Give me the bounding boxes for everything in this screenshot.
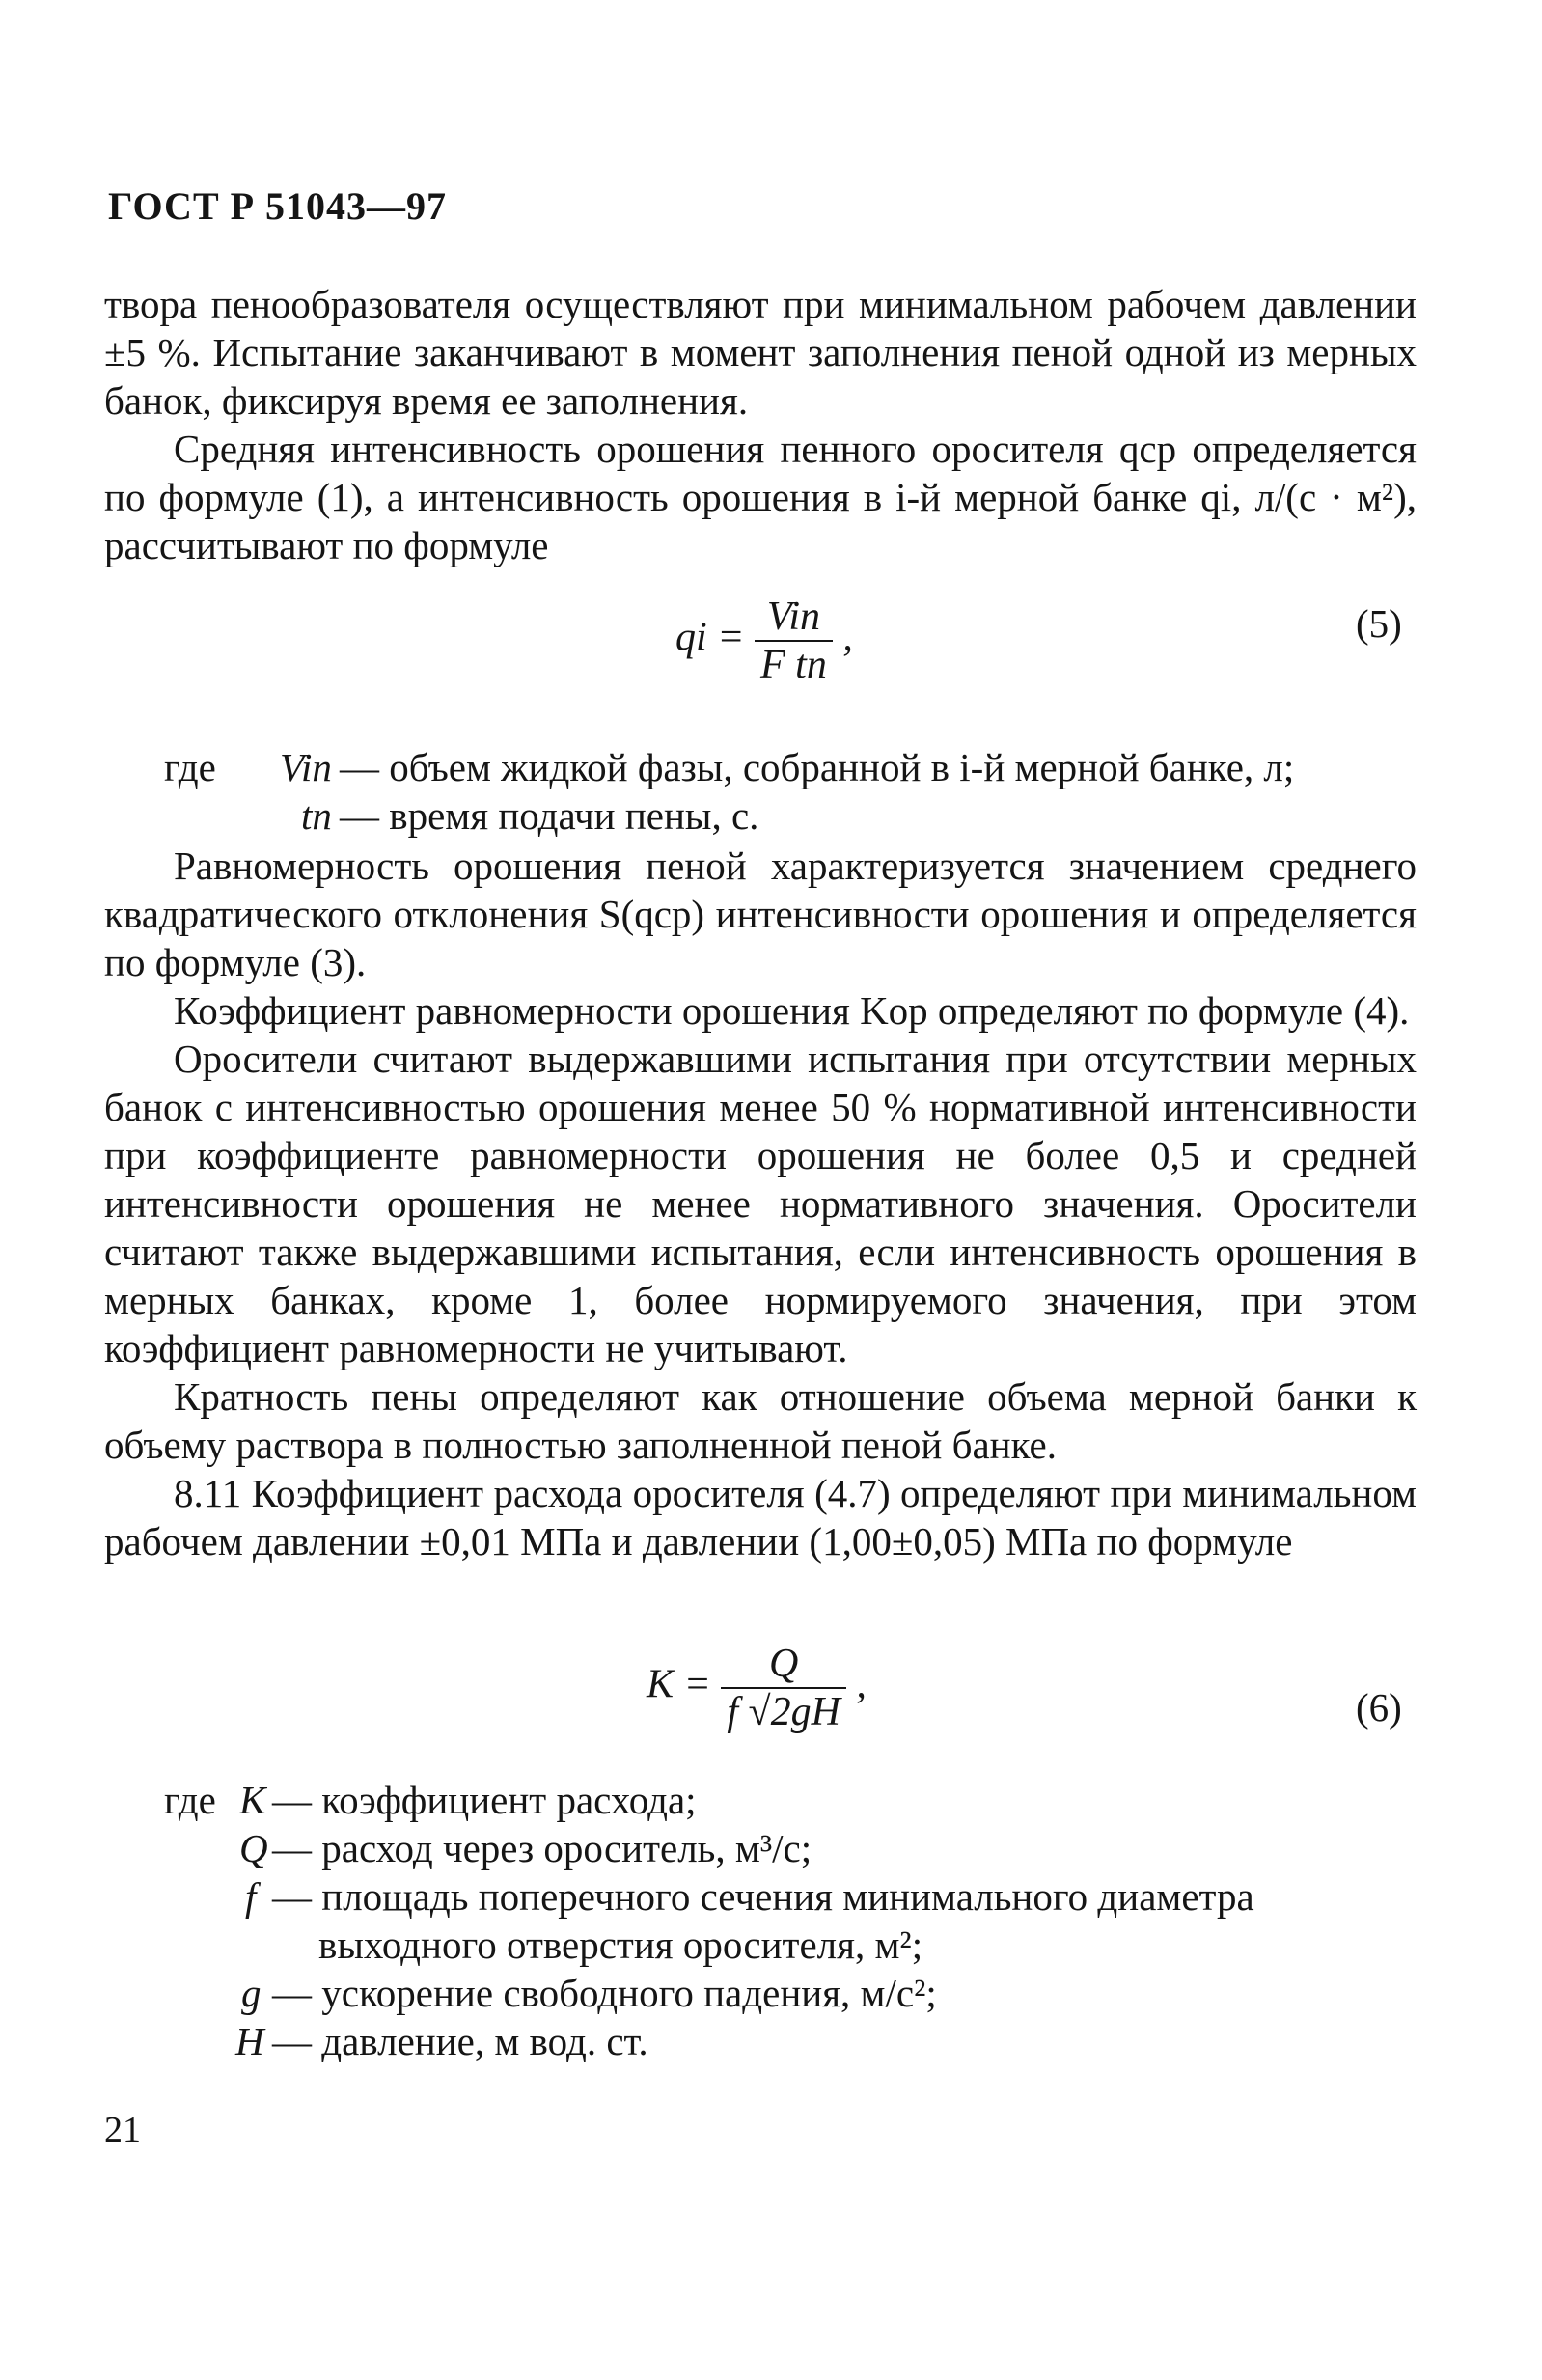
formula-6-lhs: K =: [647, 1662, 711, 1707]
definition-text: выходного отверстия оросителя, м²;: [318, 1923, 923, 1967]
document-header: ГОСТ Р 51043—97: [108, 184, 448, 228]
paragraph-3: Равномерность орошения пеной характеризуется значением среднего квадратического отклонения S(qср) интенсивности орошения и определяется по формуле (3).: [104, 844, 1417, 984]
where-lead: где: [164, 1778, 216, 1822]
definition-symbol: g: [241, 1971, 262, 2015]
definition-text: — коэффициент расхода;: [272, 1778, 697, 1822]
definition-row: [164, 791, 1418, 840]
paragraph-6: Кратность пены определяют как отношение объема мерной банки к объему раствора в полностью заполненной пеной банке.: [104, 1374, 1417, 1467]
definition-row: [164, 1921, 1418, 1969]
definition-symbol: H: [235, 2019, 264, 2063]
formula-5-lhs: qi =: [675, 615, 745, 660]
formula-5-fraction: [755, 594, 833, 688]
definition-symbol: K: [239, 1778, 266, 1822]
body-middle: [104, 842, 1417, 1565]
definition-symbol: f: [245, 1874, 257, 1919]
definition-row: [164, 2017, 1418, 2065]
definition-text: — площадь поперечного сечения минимального диаметра: [272, 1874, 1254, 1919]
definitions-6: [164, 1776, 1418, 2065]
paragraph-5: Оросители считают выдержавшими испытания при отсутствии мерных банок с интенсивностью орошения менее 50 % нормативной интенсивности при коэффициенте равномерности орошения не более 0,5 и средней интенсивности орошения не менее нормативного значения. Оросители считают также выдержавшими испытания, если интенсивность орошения в мерных банках, кроме 1, более нормируемого значения, при этом коэффициент равномерности не учитывают.: [104, 1037, 1417, 1370]
formula-6-denominator: f √2gH: [727, 1690, 840, 1734]
definition-text: — давление, м вод. ст.: [272, 2019, 648, 2063]
definition-symbol: Viп: [280, 745, 332, 789]
definition-text: — время подачи пены, с.: [340, 793, 759, 838]
formula-6-fraction: [721, 1641, 846, 1735]
definitions-5: [164, 743, 1418, 840]
equation-number-5: (5): [1356, 601, 1402, 646]
definition-symbol: tп: [301, 793, 332, 838]
definition-text: — объем жидкой фазы, собранной в i-й мерной банке, л;: [340, 745, 1295, 789]
definition-row: [164, 1969, 1418, 2017]
paragraph-1: твора пенообразователя осуществляют при минимальном рабочем давлении ±5 %. Испытание заканчивают в момент заполнения пеной одной из мерных банок, фиксируя время ее заполнения.: [104, 282, 1417, 423]
paragraph-7: 8.11 Коэффициент расхода оросителя (4.7) определяют при минимальном рабочем давлении ±0,01 МПа и давлении (1,00±0,05) МПа по формуле: [104, 1471, 1417, 1564]
page-number: 21: [104, 2110, 141, 2150]
definition-text: — расход через ороситель, м³/с;: [272, 1826, 812, 1870]
formula-5-numerator: Viп: [755, 594, 833, 642]
formula-5-tail: ,: [842, 615, 853, 660]
where-lead: где: [164, 745, 216, 789]
formula-6: [647, 1641, 867, 1735]
definition-text: — ускорение свободного падения, м/с²;: [272, 1971, 937, 2015]
paragraph-2: Средняя интенсивность орошения пенного оросителя qср определяется по формуле (1), а интенсивность орошения в i-й мерной банке qi, л/(с · м²), рассчитывают по формуле: [104, 427, 1417, 567]
formula-6-tail: ,: [856, 1662, 867, 1707]
definition-row: [164, 1776, 1418, 1824]
body-top: [104, 280, 1417, 569]
formula-5-denominator: F tп: [760, 643, 827, 687]
definition-row: [164, 1872, 1418, 1921]
formula-5: [675, 594, 853, 688]
definition-symbol: Q: [239, 1826, 268, 1870]
definition-row: [164, 743, 1418, 791]
equation-number-6: (6): [1356, 1685, 1402, 1730]
definition-row: [164, 1824, 1418, 1872]
formula-6-numerator: Q: [721, 1641, 846, 1689]
paragraph-4: Коэффициент равномерности орошения Kор определяют по формуле (4).: [174, 988, 1410, 1033]
